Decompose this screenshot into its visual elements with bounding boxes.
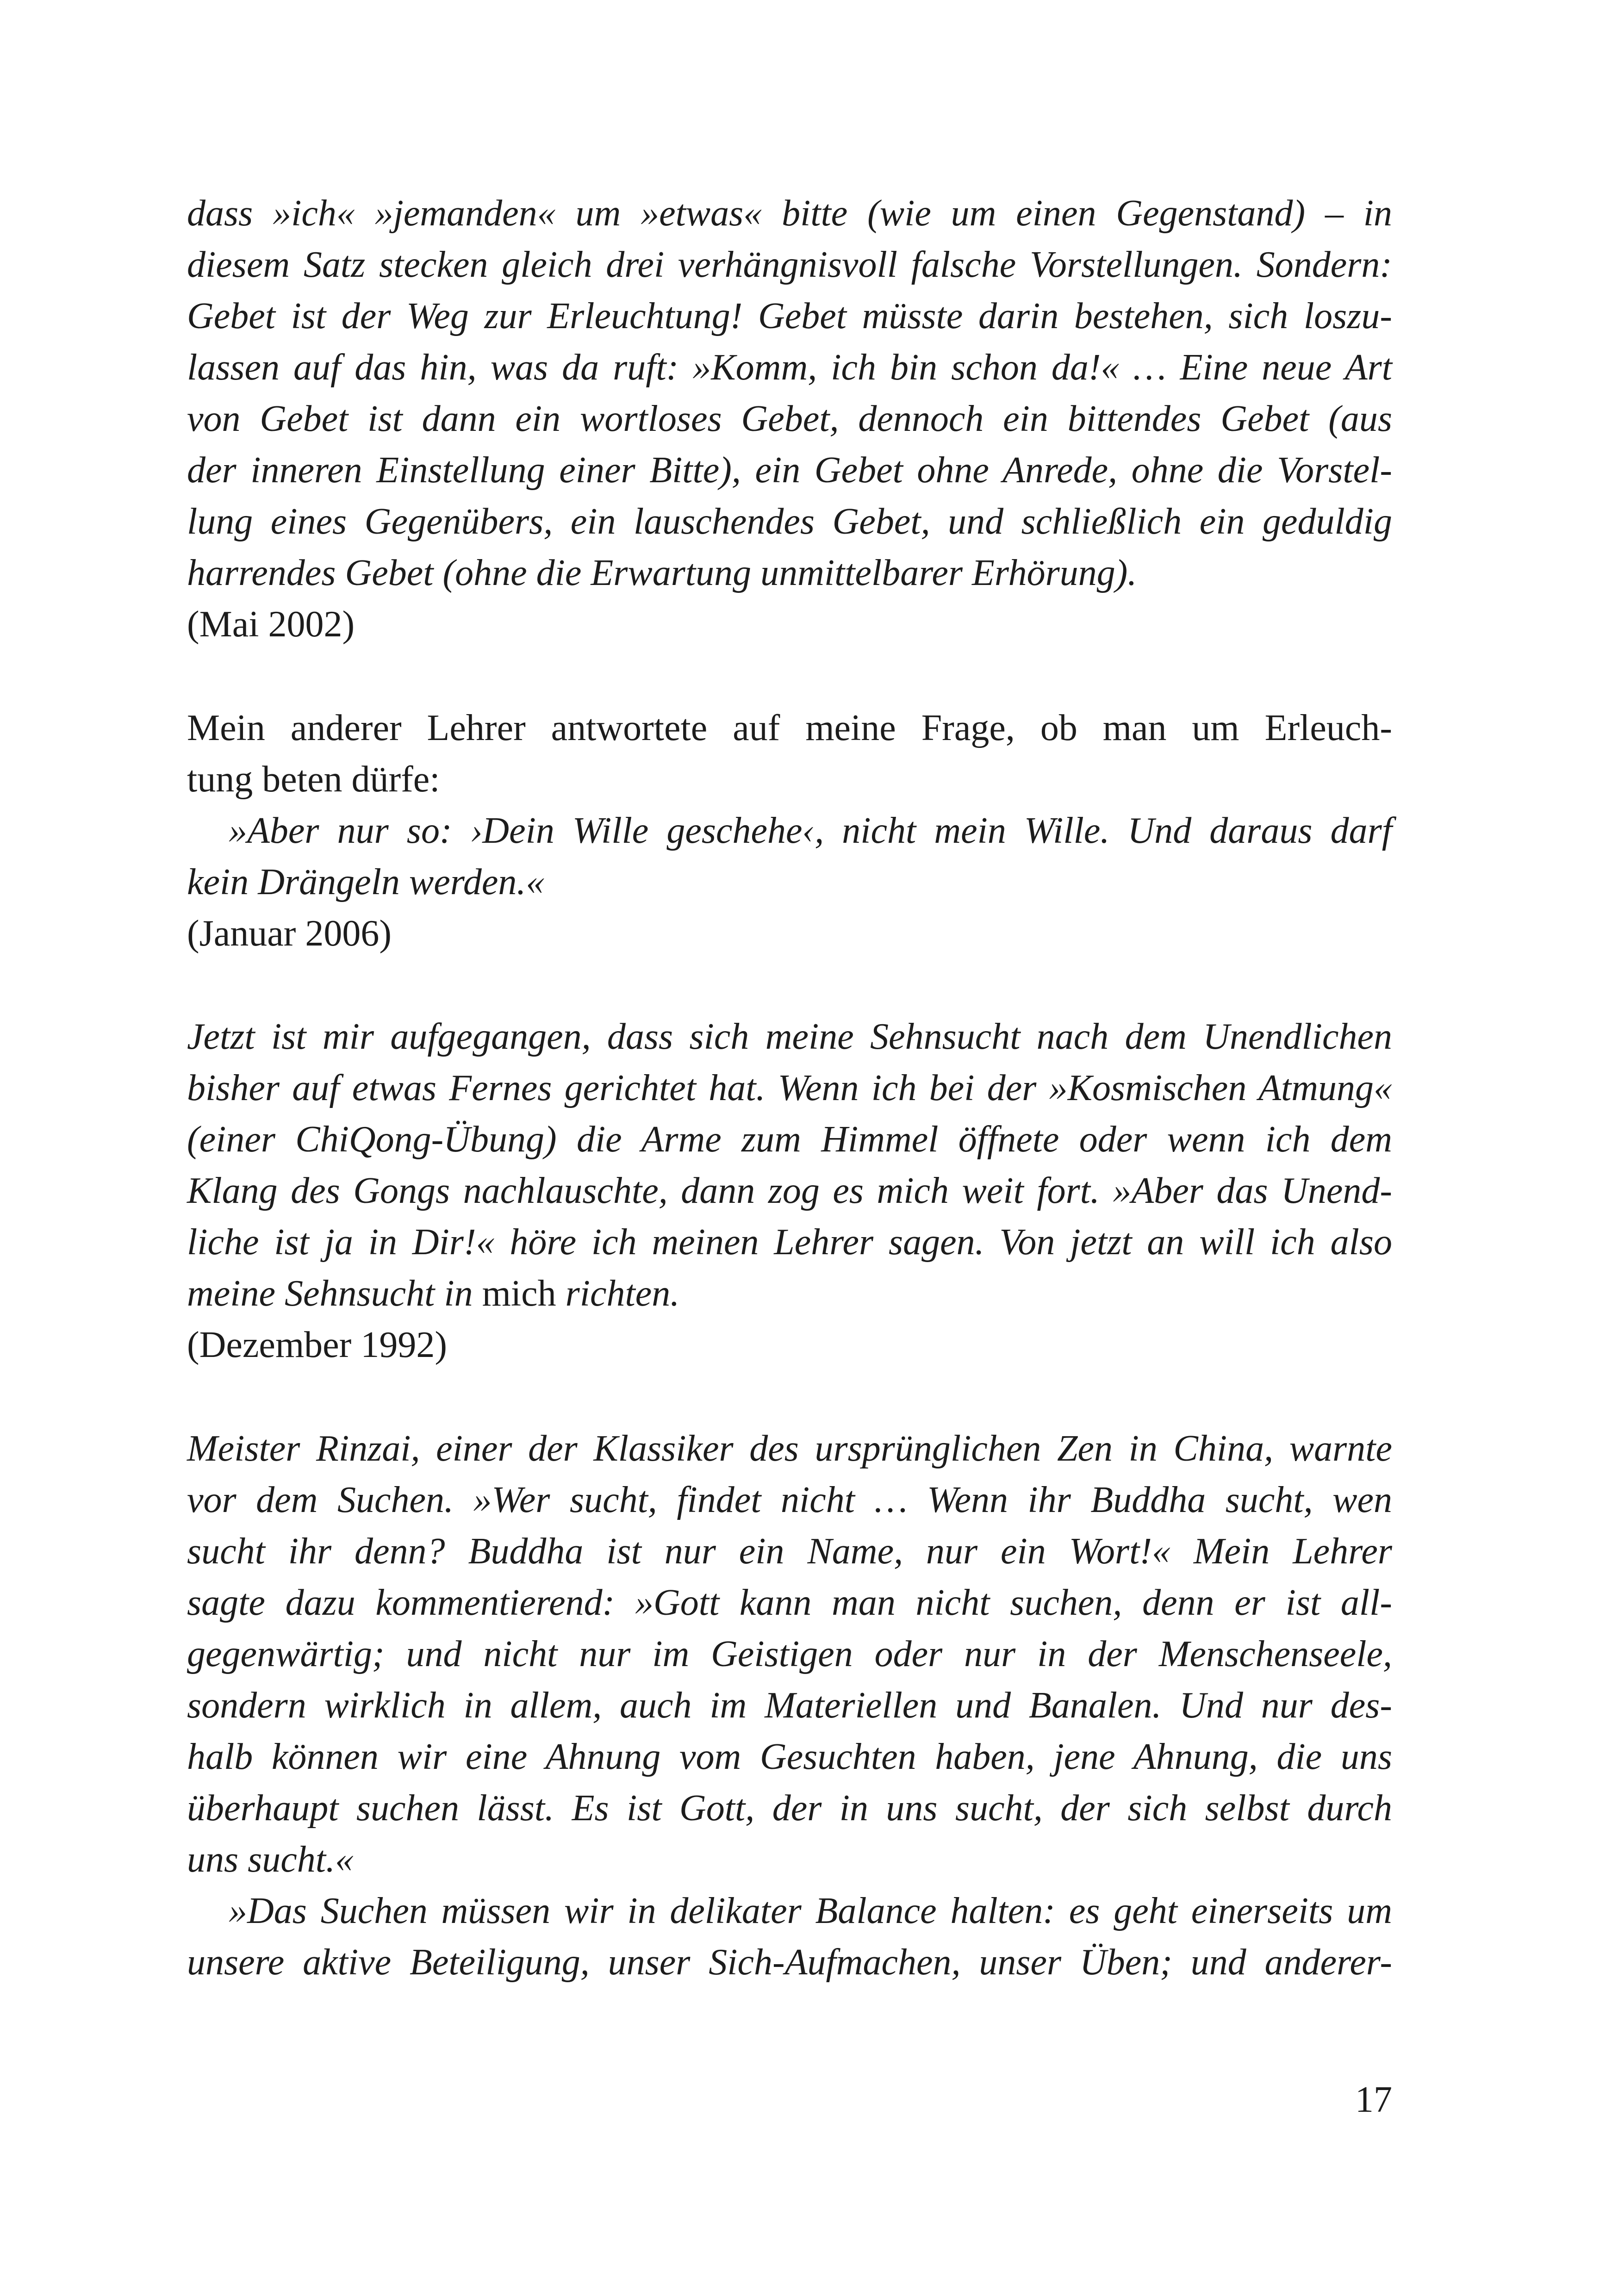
page-number: 17: [1355, 2079, 1392, 2120]
text-line: sucht ihr denn? Buddha ist nur ein Name, nur ein Wort!« Mein Lehrer: [187, 1531, 1392, 1572]
text-line: harrendes Gebet (ohne die Erwartung unmittelbarer Erhörung).: [187, 553, 1137, 593]
text-line: sondern wirklich in allem, auch im Materiellen und Banalen. Und nur des-: [187, 1685, 1392, 1726]
text-line: liche ist ja in Dir!« höre ich meinen Lehrer sagen. Von jetzt an will ich also: [187, 1222, 1392, 1263]
text-fragment: richten.: [556, 1273, 680, 1314]
paragraph-teacher-answer: [187, 703, 1392, 959]
text-line: halb können wir eine Ahnung vom Gesuchten haben, jene Ahnung, die uns: [187, 1736, 1392, 1777]
text-line: [187, 1268, 1392, 1319]
entry-date: (Mai 2002): [187, 604, 355, 645]
text-line: (einer ChiQong-Übung) die Arme zum Himmel öffnete oder wenn ich dem: [187, 1119, 1392, 1160]
text-line: Klang des Gongs nachlauschte, dann zog es mich weit fort. »Aber das Unend-: [187, 1170, 1392, 1211]
text-line: uns sucht.«: [187, 1839, 354, 1880]
quote-line: »Aber nur so: ›Dein Wille geschehe‹, nicht mein Wille. Und daraus darf: [229, 810, 1392, 851]
text-line: Meister Rinzai, einer der Klassiker des ursprünglichen Zen in China, warnte: [187, 1428, 1392, 1469]
text-line: Gebet ist der Weg zur Erleuchtung! Gebet müsste darin bestehen, sich loszu-: [187, 296, 1392, 336]
text-line: tung beten dürfe:: [187, 759, 440, 800]
text-line: Jetzt ist mir aufgegangen, dass sich meine Sehnsucht nach dem Unendlichen: [187, 1016, 1392, 1057]
text-line: lassen auf das hin, was da ruft: »Komm, ich bin schon da!« … Eine neue Art: [187, 347, 1392, 388]
text-line: unsere aktive Beteiligung, unser Sich-Aufmachen, unser Üben; und anderer-: [187, 1942, 1392, 1983]
quote-line: kein Drängeln werden.«: [187, 862, 545, 902]
text-line: »Das Suchen müssen wir in delikater Balance halten: es geht einerseits um: [229, 1891, 1392, 1931]
text-line: dass »ich« »jemanden« um »etwas« bitte (wie um einen Gegenstand) – in: [187, 193, 1392, 234]
text-line: gegenwärtig; und nicht nur im Geistigen oder nur in der Menschenseele,: [187, 1634, 1392, 1674]
text-line: lung eines Gegenübers, ein lauschendes Gebet, und schließlich ein geduldig: [187, 501, 1392, 542]
paragraph-longing: [187, 1011, 1392, 1371]
text-line: diesem Satz stecken gleich drei verhängnisvoll falsche Vorstellungen. Sondern:: [187, 244, 1392, 285]
emphasis-roman: mich: [482, 1273, 556, 1314]
text-fragment: meine Sehnsucht in: [187, 1273, 482, 1314]
text-line: sagte dazu kommentierend: »Gott kann man nicht suchen, denn er ist all-: [187, 1582, 1392, 1623]
text-line: vor dem Suchen. »Wer sucht, findet nicht … Wenn ihr Buddha sucht, wen: [187, 1480, 1392, 1520]
entry-date: (Dezember 1992): [187, 1325, 447, 1365]
text-line: Mein anderer Lehrer antwortete auf meine Frage, ob man um Erleuch-: [187, 708, 1392, 748]
text-line: der inneren Einstellung einer Bitte), ein Gebet ohne Anrede, ohne die Vorstel-: [187, 450, 1392, 491]
text-line: überhaupt suchen lässt. Es ist Gott, der in uns sucht, der sich selbst durch: [187, 1788, 1392, 1829]
paragraph-prayer: [187, 188, 1392, 650]
paragraph-rinzai: [187, 1423, 1392, 1988]
text-line: bisher auf etwas Fernes gerichtet hat. Wenn ich bei der »Kosmischen Atmung«: [187, 1068, 1392, 1108]
text-line: von Gebet ist dann ein wortloses Gebet, dennoch ein bittendes Gebet (aus: [187, 398, 1392, 439]
entry-date: (Januar 2006): [187, 913, 392, 954]
